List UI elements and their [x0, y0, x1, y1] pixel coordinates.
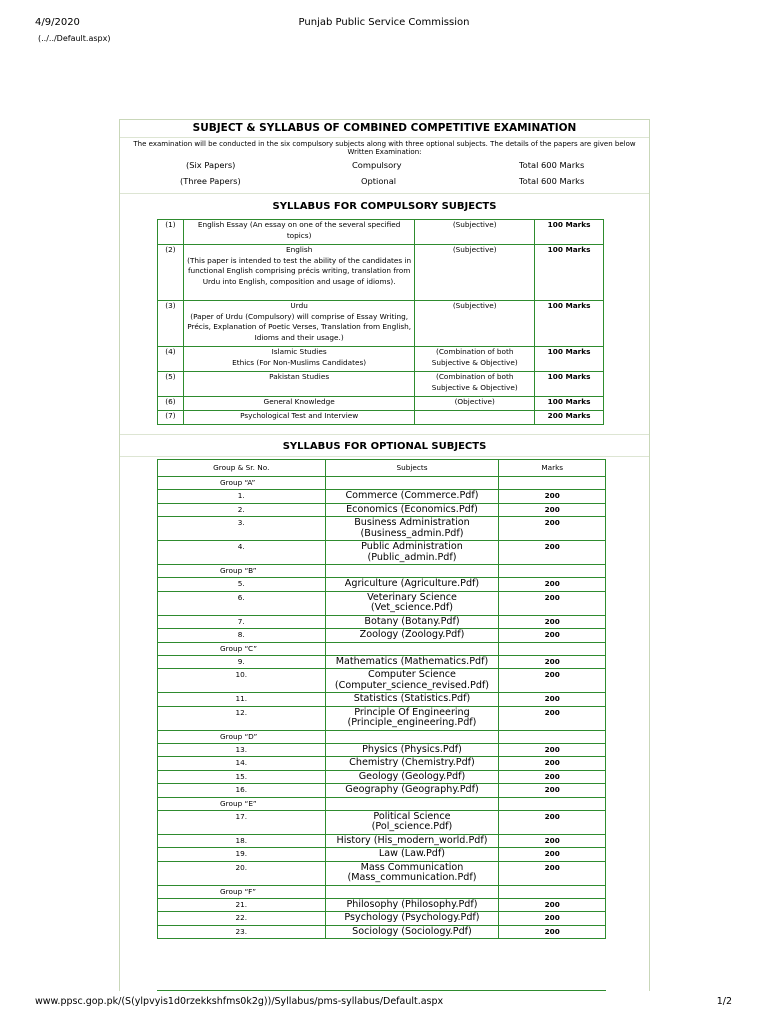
subject-pdf-link[interactable]: Principle Of Engineering (Principle_engineering.Pdf) — [325, 706, 499, 730]
page-url: www.ppsc.gop.pk/(S(ylpvyis1d0rzekkshfms0k2g))/Syllabus/pms-syllabus/Default.aspx — [35, 996, 444, 1007]
table-row — [158, 669, 606, 693]
empty-cell — [499, 565, 606, 578]
marks-cell: 200 — [499, 541, 606, 565]
type-cell: (Subjective) — [415, 301, 535, 347]
marks-cell: 200 — [499, 743, 606, 757]
subject-cell: Urdu (Paper of Urdu (Compulsory) will comprise of Essay Writing, Précis, Explanation of Poetic Verses, Translation from English, Idioms and their usage.) — [183, 301, 414, 347]
table-row — [158, 591, 606, 615]
print-date: 4/9/2020 — [35, 17, 80, 28]
table-row — [158, 743, 606, 757]
subject-cell: Islamic Studies Ethics (For Non-Muslims Candidates) — [183, 347, 414, 372]
subject-pdf-link[interactable]: Statistics (Statistics.Pdf) — [325, 693, 499, 707]
marks-cell: 200 — [499, 655, 606, 669]
column-header-subjects: Subjects — [325, 460, 499, 477]
subject-pdf-link[interactable]: Mass Communication (Mass_communication.Pdf) — [325, 861, 499, 885]
table-row — [158, 757, 606, 771]
marks-cell: 200 — [499, 591, 606, 615]
table-row — [158, 770, 606, 784]
subject-pdf-link[interactable]: Agriculture (Agriculture.Pdf) — [325, 578, 499, 592]
divider — [120, 137, 649, 138]
group-label: Group “E” — [158, 797, 326, 810]
group-row — [158, 797, 606, 810]
empty-cell — [325, 797, 499, 810]
marks-cell: 100 Marks — [535, 372, 604, 397]
serial-number: 22. — [158, 912, 326, 926]
serial-number: 13. — [158, 743, 326, 757]
table-row — [158, 861, 606, 885]
marks-cell: 200 — [499, 898, 606, 912]
marks-cell: 200 — [499, 925, 606, 939]
marks-cell: 200 — [499, 706, 606, 730]
table-row — [158, 848, 606, 862]
empty-cell — [325, 565, 499, 578]
subject-cell: English Essay (An essay on one of the several specified topics) — [183, 220, 414, 245]
subject-pdf-link[interactable]: Sociology (Sociology.Pdf) — [325, 925, 499, 939]
empty-cell — [325, 885, 499, 898]
divider — [120, 434, 649, 435]
marks-cell: 100 Marks — [535, 245, 604, 301]
table-row — [158, 834, 606, 848]
empty-cell — [499, 642, 606, 655]
serial-number: 17. — [158, 810, 326, 834]
marks-cell: 200 — [499, 770, 606, 784]
compulsory-heading: SYLLABUS FOR COMPULSORY SUBJECTS — [272, 201, 497, 212]
subject-pdf-link[interactable]: Veterinary Science (Vet_science.Pdf) — [325, 591, 499, 615]
marks-cell: 100 Marks — [535, 397, 604, 411]
optional-subjects-table — [157, 459, 606, 939]
table-row — [158, 810, 606, 834]
table-row — [158, 372, 604, 397]
intro-text: The examination will be conducted in the six compulsory subjects along with three optional subjects. The details of the papers are given below Written Examination: — [133, 140, 636, 156]
page-number: 1/2 — [716, 996, 732, 1007]
subject-pdf-link[interactable]: Political Science (Pol_science.Pdf) — [325, 810, 499, 834]
marks-cell: 200 — [499, 490, 606, 504]
summary-type-compulsory: Compulsory — [352, 160, 402, 170]
table-row — [158, 629, 606, 643]
serial-number: 5. — [158, 578, 326, 592]
subject-cell: General Knowledge — [183, 397, 414, 411]
type-cell: (Subjective) — [415, 245, 535, 301]
subject-cell: Pakistan Studies — [183, 372, 414, 397]
marks-cell: 100 Marks — [535, 347, 604, 372]
serial-number: 20. — [158, 861, 326, 885]
marks-cell: 100 Marks — [535, 220, 604, 245]
subject-pdf-link[interactable]: Mathematics (Mathematics.Pdf) — [325, 655, 499, 669]
marks-cell: 200 — [499, 615, 606, 629]
table-bottom-border — [157, 990, 606, 991]
marks-cell: 200 — [499, 834, 606, 848]
type-cell — [415, 411, 535, 425]
empty-cell — [499, 730, 606, 743]
serial-number: 11. — [158, 693, 326, 707]
divider — [120, 456, 649, 457]
subject-pdf-link[interactable]: Business Administration (Business_admin.Pdf) — [325, 517, 499, 541]
default-page-link[interactable]: (../../Default.aspx) — [38, 34, 111, 43]
table-row — [158, 898, 606, 912]
subject-pdf-link[interactable]: Geology (Geology.Pdf) — [325, 770, 499, 784]
serial-number: 16. — [158, 784, 326, 798]
group-row — [158, 477, 606, 490]
subject-pdf-link[interactable]: Public Administration (Public_admin.Pdf) — [325, 541, 499, 565]
subject-pdf-link[interactable]: Philosophy (Philosophy.Pdf) — [325, 898, 499, 912]
marks-cell: 200 — [499, 861, 606, 885]
row-number: (5) — [158, 372, 184, 397]
summary-papers-optional: (Three Papers) — [180, 176, 241, 186]
marks-cell: 200 — [499, 503, 606, 517]
serial-number: 2. — [158, 503, 326, 517]
row-number: (4) — [158, 347, 184, 372]
marks-cell: 200 — [499, 578, 606, 592]
group-row — [158, 642, 606, 655]
subject-cell: English (This paper is intended to test the ability of the candidates in functional English comprising précis writing, translation from Urdu into English, composition and usage of idioms). — [183, 245, 414, 301]
subject-pdf-link[interactable]: Geography (Geography.Pdf) — [325, 784, 499, 798]
summary-total-compulsory: Total 600 Marks — [519, 160, 585, 170]
serial-number: 21. — [158, 898, 326, 912]
table-row — [158, 784, 606, 798]
serial-number: 6. — [158, 591, 326, 615]
site-title: Punjab Public Service Commission — [298, 17, 470, 28]
marks-cell: 200 — [499, 693, 606, 707]
serial-number: 3. — [158, 517, 326, 541]
table-row — [158, 615, 606, 629]
group-row — [158, 565, 606, 578]
compulsory-subjects-table — [157, 219, 604, 425]
table-row — [158, 397, 604, 411]
empty-cell — [325, 730, 499, 743]
marks-cell: 200 — [499, 810, 606, 834]
subject-pdf-link[interactable]: Law (Law.Pdf) — [325, 848, 499, 862]
marks-cell: 200 — [499, 848, 606, 862]
serial-number: 1. — [158, 490, 326, 504]
optional-heading: SYLLABUS FOR OPTIONAL SUBJECTS — [282, 441, 487, 452]
empty-cell — [499, 885, 606, 898]
marks-cell: 100 Marks — [535, 301, 604, 347]
summary-papers-compulsory: (Six Papers) — [186, 160, 236, 170]
serial-number: 12. — [158, 706, 326, 730]
table-row — [158, 301, 604, 347]
marks-cell: 200 — [499, 629, 606, 643]
table-row — [158, 411, 604, 425]
empty-cell — [325, 642, 499, 655]
subject-pdf-link[interactable]: Economics (Economics.Pdf) — [325, 503, 499, 517]
summary-type-optional: Optional — [361, 176, 397, 186]
table-row — [158, 503, 606, 517]
type-cell: (Subjective) — [415, 220, 535, 245]
table-row — [158, 925, 606, 939]
summary-total-optional: Total 600 Marks — [519, 176, 585, 186]
group-label: Group “C” — [158, 642, 326, 655]
serial-number: 7. — [158, 615, 326, 629]
group-label: Group “D” — [158, 730, 326, 743]
subject-pdf-link[interactable]: Psychology (Psychology.Pdf) — [325, 912, 499, 926]
group-row — [158, 885, 606, 898]
type-cell: (Combination of both Subjective & Objective) — [415, 347, 535, 372]
marks-cell: 200 — [499, 517, 606, 541]
subject-pdf-link[interactable]: History (His_modern_world.Pdf) — [325, 834, 499, 848]
empty-cell — [325, 477, 499, 490]
empty-cell — [499, 797, 606, 810]
subject-pdf-link[interactable]: Commerce (Commerce.Pdf) — [325, 490, 499, 504]
serial-number: 4. — [158, 541, 326, 565]
serial-number: 15. — [158, 770, 326, 784]
serial-number: 10. — [158, 669, 326, 693]
serial-number: 23. — [158, 925, 326, 939]
table-row — [158, 347, 604, 372]
serial-number: 9. — [158, 655, 326, 669]
row-number: (6) — [158, 397, 184, 411]
row-number: (7) — [158, 411, 184, 425]
subject-pdf-link[interactable]: Physics (Physics.Pdf) — [325, 743, 499, 757]
marks-cell: 200 Marks — [535, 411, 604, 425]
serial-number: 19. — [158, 848, 326, 862]
marks-cell: 200 — [499, 912, 606, 926]
marks-cell: 200 — [499, 784, 606, 798]
column-header-marks: Marks — [499, 460, 606, 477]
subject-pdf-link[interactable]: Chemistry (Chemistry.Pdf) — [325, 757, 499, 771]
group-label: Group “A” — [158, 477, 326, 490]
table-row — [158, 706, 606, 730]
table-row — [158, 655, 606, 669]
type-cell: (Objective) — [415, 397, 535, 411]
serial-number: 8. — [158, 629, 326, 643]
page-title: SUBJECT & SYLLABUS OF COMBINED COMPETITIVE EXAMINATION — [192, 122, 577, 134]
marks-cell: 200 — [499, 757, 606, 771]
table-header-row — [158, 460, 606, 477]
row-number: (1) — [158, 220, 184, 245]
table-row — [158, 578, 606, 592]
table-row — [158, 517, 606, 541]
serial-number: 18. — [158, 834, 326, 848]
table-row — [158, 541, 606, 565]
row-number: (3) — [158, 301, 184, 347]
subject-pdf-link[interactable]: Computer Science (Computer_science_revised.Pdf) — [325, 669, 499, 693]
table-row — [158, 245, 604, 301]
type-cell: (Combination of both Subjective & Objective) — [415, 372, 535, 397]
table-row — [158, 912, 606, 926]
subject-pdf-link[interactable]: Zoology (Zoology.Pdf) — [325, 629, 499, 643]
table-row — [158, 693, 606, 707]
group-label: Group “B” — [158, 565, 326, 578]
subject-pdf-link[interactable]: Botany (Botany.Pdf) — [325, 615, 499, 629]
serial-number: 14. — [158, 757, 326, 771]
table-row — [158, 220, 604, 245]
group-row — [158, 730, 606, 743]
row-number: (2) — [158, 245, 184, 301]
table-row — [158, 490, 606, 504]
group-label: Group “F” — [158, 885, 326, 898]
subject-cell: Psychological Test and Interview — [183, 411, 414, 425]
column-header-group: Group & Sr. No. — [158, 460, 326, 477]
empty-cell — [499, 477, 606, 490]
divider — [120, 193, 649, 194]
marks-cell: 200 — [499, 669, 606, 693]
